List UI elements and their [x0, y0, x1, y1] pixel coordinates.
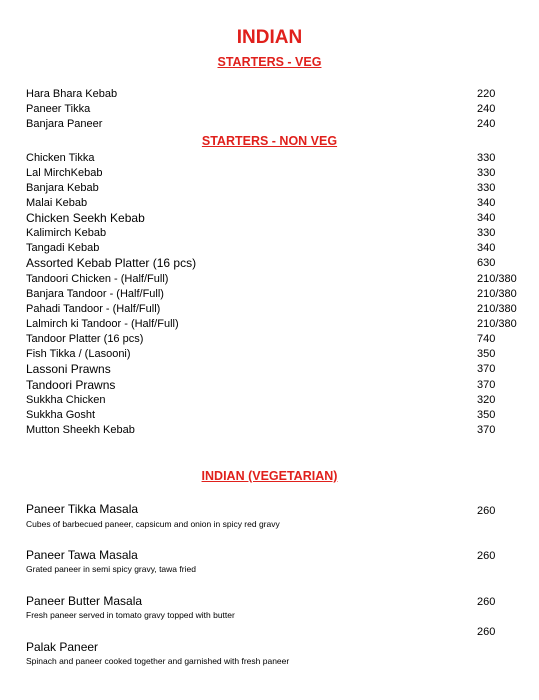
- menu-item: [26, 302, 516, 317]
- menu-item: [26, 362, 516, 377]
- menu-item-name: Tandoor Platter (16 pcs): [26, 333, 144, 345]
- menu-item-name: Hara Bhara Kebab: [26, 88, 118, 100]
- menu-item-name: Pahadi Tandoor - (Half/Full): [26, 303, 161, 315]
- menu-item-price: 220: [477, 88, 496, 100]
- menu-item-name: Lal MirchKebab: [26, 167, 103, 179]
- menu-item: [26, 408, 516, 423]
- menu-item-price: 370: [477, 379, 496, 391]
- menu-item-price: 330: [477, 167, 496, 179]
- menu-item-name: Chicken Tikka: [26, 152, 95, 164]
- dish-name: Paneer Tikka Masala: [26, 502, 139, 516]
- menu-item-price: 210/380: [477, 273, 517, 285]
- menu-item-price: 740: [477, 333, 496, 345]
- menu-item-price: 340: [477, 197, 496, 209]
- dish-price: 260: [477, 550, 496, 562]
- menu-item-name: Sukkha Chicken: [26, 394, 106, 406]
- dish-name: Paneer Tawa Masala: [26, 548, 138, 562]
- menu-item-name: Kalimirch Kebab: [26, 227, 107, 239]
- menu-item-price: 350: [477, 348, 496, 360]
- section-heading-indian-vegetarian: INDIAN (VEGETARIAN): [201, 469, 338, 483]
- menu-item: [26, 87, 516, 102]
- menu-item: [26, 317, 516, 332]
- dish-price: 260: [477, 596, 496, 608]
- menu-item-price: 330: [477, 227, 496, 239]
- dish-description: Spinach and paneer cooked together and garnished with fresh paneer: [26, 656, 290, 666]
- menu-item: [26, 272, 516, 287]
- menu-item-name: Lalmirch ki Tandoor - (Half/Full): [26, 318, 179, 330]
- dish-name: Paneer Butter Masala: [26, 594, 143, 608]
- menu-item-price: 350: [477, 409, 496, 421]
- menu-item: [26, 287, 516, 302]
- menu-item: [26, 211, 516, 226]
- menu-item-name: Banjara Tandoor - (Half/Full): [26, 288, 164, 300]
- menu-item-name: Sukkha Gosht: [26, 409, 96, 421]
- menu-item: [26, 347, 516, 362]
- menu-item-name: Tandoori Prawns: [26, 378, 116, 392]
- menu-item: [26, 196, 516, 211]
- menu-item: [26, 181, 516, 196]
- menu-title: INDIAN: [236, 27, 303, 48]
- menu-item: [26, 151, 516, 166]
- menu-item: [26, 332, 516, 347]
- menu-item: [26, 393, 516, 408]
- menu-item-price: 210/380: [477, 303, 517, 315]
- menu-item-price: 340: [477, 212, 496, 224]
- menu-item-name: Mutton Sheekh Kebab: [26, 424, 135, 436]
- menu-item-name: Paneer Tikka: [26, 103, 91, 115]
- dish-price: 260: [477, 505, 496, 517]
- menu-item: [26, 117, 516, 132]
- dish-name: Palak Paneer: [26, 640, 99, 654]
- menu-item: [26, 241, 516, 256]
- menu-item-name: Fish Tikka / (Lasooni): [26, 348, 131, 360]
- menu-item-name: Tandoori Chicken - (Half/Full): [26, 273, 169, 285]
- menu-item: [26, 226, 516, 241]
- menu-item-price: 340: [477, 242, 496, 254]
- section-heading-starters-veg: STARTERS - VEG: [217, 55, 322, 69]
- menu-item-price: 370: [477, 424, 496, 436]
- section-heading-starters-nonveg: STARTERS - NON VEG: [201, 134, 338, 148]
- menu-item-price: 330: [477, 152, 496, 164]
- menu-item-price: 240: [477, 118, 496, 130]
- menu-item-price: 210/380: [477, 318, 517, 330]
- menu-item: [26, 378, 516, 393]
- dish-description: Fresh paneer served in tomato gravy topped with butter: [26, 610, 235, 620]
- menu-item-name: Chicken Seekh Kebab: [26, 211, 145, 225]
- dish-description: Cubes of barbecued paneer, capsicum and onion in spicy red gravy: [26, 519, 280, 529]
- menu-item: [26, 256, 516, 271]
- menu-item-name: Banjara Kebab: [26, 182, 99, 194]
- menu-item-name: Banjara Paneer: [26, 118, 103, 130]
- menu-item-name: Lassoni Prawns: [26, 362, 111, 376]
- menu-item: [26, 423, 516, 438]
- dish-price: 260: [477, 626, 496, 638]
- menu-item: [26, 102, 516, 117]
- menu-item-price: 320: [477, 394, 496, 406]
- menu-item-price: 240: [477, 103, 496, 115]
- menu-item-price: 370: [477, 363, 496, 375]
- menu-item-price: 330: [477, 182, 496, 194]
- menu-item-name: Malai Kebab: [26, 197, 88, 209]
- menu-item-name: Tangadi Kebab: [26, 242, 100, 254]
- menu-item: [26, 166, 516, 181]
- menu-item-price: 210/380: [477, 288, 517, 300]
- menu-item-price: 630: [477, 257, 496, 269]
- dish-description: Grated paneer in semi spicy gravy, tawa fried: [26, 564, 196, 574]
- menu-item-name: Assorted Kebab Platter (16 pcs): [26, 256, 197, 270]
